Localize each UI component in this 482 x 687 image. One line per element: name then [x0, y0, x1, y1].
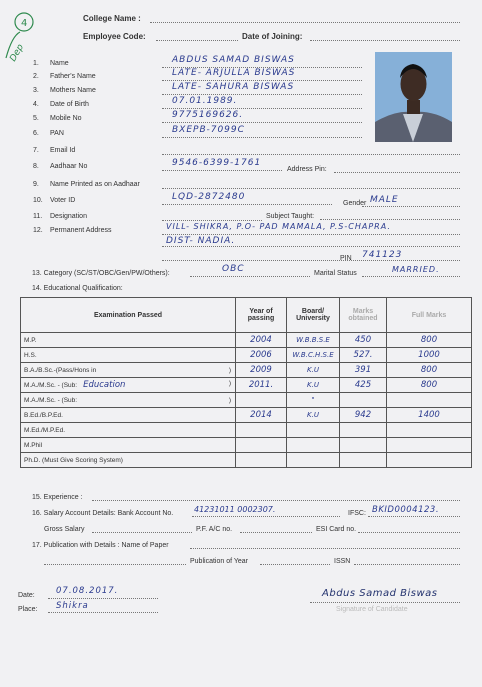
exam-name: H.S.	[24, 351, 37, 359]
field-line	[162, 188, 460, 189]
marks-cell: 425	[340, 378, 387, 393]
date-value: 07.08.2017.	[56, 586, 119, 596]
field-number: 8.	[33, 163, 39, 170]
issn-label: ISSN	[334, 558, 351, 565]
year-cell: 2006	[236, 348, 287, 363]
esi-line	[358, 532, 460, 533]
field-value: 9546-6399-1761	[172, 158, 262, 168]
salary-label: 16. Salary Account Details: Bank Account No.	[32, 510, 174, 517]
pf-label: P.F. A/C no.	[196, 526, 233, 533]
marks-cell	[340, 438, 387, 453]
stamp-text: Dep	[8, 42, 27, 64]
employee-code-label: Employee Code:	[83, 32, 146, 41]
field-label: Voter ID	[50, 197, 76, 204]
exam-subject: Education	[83, 380, 126, 390]
stamp-number: 4	[21, 18, 28, 29]
exam-name: M.P.	[24, 336, 37, 344]
education-row	[21, 393, 472, 408]
education-row	[21, 333, 472, 348]
board-cell: K.U	[287, 378, 340, 393]
exam-close-paren: )	[228, 396, 231, 404]
address-line-2: DIST- NADIA.	[166, 236, 236, 246]
publication-line	[190, 548, 460, 549]
field-label: Email Id	[50, 147, 76, 154]
marks-cell: 942	[340, 408, 387, 423]
field-line	[162, 154, 460, 155]
marks-cell: 450	[340, 333, 387, 348]
account-number: 41231011 0002307.	[194, 505, 276, 514]
exam-cell	[21, 393, 236, 408]
field-value: ABDUS SAMAD BISWAS	[172, 55, 295, 65]
field-label: Aadhaar No	[50, 163, 88, 170]
experience-line	[92, 500, 460, 501]
address-line-3-underline	[162, 260, 460, 261]
year-cell: 2014	[236, 408, 287, 423]
field-label: Mobile No	[50, 115, 82, 122]
marks-cell: 391	[340, 363, 387, 378]
candidate-photo	[375, 52, 452, 142]
category-line	[190, 276, 310, 277]
field-value: BXEPB-7099C	[172, 125, 245, 135]
field-line	[162, 204, 332, 205]
exam-cell	[21, 438, 236, 453]
exam-cell	[21, 363, 236, 378]
year-cell	[236, 423, 287, 438]
field-line	[162, 94, 362, 95]
education-table	[20, 297, 472, 468]
field-value: LATE- SAHURA BISWAS	[172, 82, 295, 92]
esi-label: ESI Card no.	[316, 526, 357, 533]
joining-date-label: Date of Joining:	[242, 32, 303, 41]
ifsc-label: IFSC:	[348, 510, 366, 517]
education-row	[21, 438, 472, 453]
college-name-line	[150, 22, 460, 23]
exam-cell	[21, 453, 236, 468]
category-value: OBC	[222, 264, 245, 274]
education-row	[21, 408, 472, 423]
department-stamp	[2, 6, 48, 66]
field-number: 2.	[33, 73, 39, 80]
year-cell	[236, 438, 287, 453]
education-label: 14. Educational Qualification:	[32, 285, 123, 292]
category-label: 13. Category (SC/ST/OBC/Gen/PW/Others):	[32, 270, 170, 277]
field-number: 12.	[33, 227, 43, 234]
field-value: LATE- ARJULLA BISWAS	[172, 68, 296, 78]
education-row	[21, 378, 472, 393]
board-cell	[287, 438, 340, 453]
header-year: Year of passing	[236, 298, 287, 333]
exam-cell	[21, 378, 236, 393]
marks-cell	[340, 393, 387, 408]
exam-close-paren: )	[228, 366, 231, 374]
signature-line	[310, 602, 460, 603]
marital-status-line	[362, 276, 460, 277]
place-label: Place:	[18, 606, 38, 613]
exam-cell	[21, 348, 236, 363]
field-line	[162, 170, 282, 171]
address-line-2-underline	[162, 246, 460, 247]
publication-year-label: Publication of Year	[190, 558, 248, 565]
year-cell	[236, 453, 287, 468]
header-marks: Marks obtained	[340, 298, 387, 333]
field-number: 7.	[33, 147, 39, 154]
field-number: 3.	[33, 87, 39, 94]
field-value: 9775169626.	[172, 110, 244, 120]
education-row	[21, 363, 472, 378]
date-line	[48, 598, 158, 599]
field-value: 07.01.1989.	[172, 96, 238, 106]
pin-label: PIN	[340, 255, 352, 262]
field-label: Date of Birth	[50, 101, 89, 108]
marks-cell	[340, 423, 387, 438]
field-label: Name Printed as on Aadhaar	[50, 181, 140, 188]
education-row	[21, 423, 472, 438]
employee-code-line	[156, 40, 238, 41]
ifsc-value: BKID0004123.	[372, 505, 440, 515]
field-number: 9.	[33, 181, 39, 188]
field-line	[162, 122, 362, 123]
board-cell: "	[287, 393, 340, 408]
joining-date-line	[310, 40, 460, 41]
field-value: VILL- SHIKRA, P.O- PAD MAMALA, P.S-CHAPRA.	[166, 222, 391, 231]
field-line	[162, 108, 362, 109]
place-line	[48, 612, 158, 613]
exam-name: M.A./M.Sc. - (Sub:	[24, 382, 78, 389]
gender-value: MALE	[370, 195, 399, 205]
signature-label: Signature of Candidate	[336, 606, 408, 613]
full-cell: 1000	[387, 348, 472, 363]
board-cell: W.B.C.H.S.E	[287, 348, 340, 363]
full-cell: 800	[387, 363, 472, 378]
exam-name: Ph.D. (Must Give Scoring System)	[24, 456, 123, 464]
full-cell	[387, 423, 472, 438]
marital-status-value: MARRIED.	[392, 265, 440, 274]
gender-label: Gender	[343, 200, 367, 207]
header-exam: Examination Passed	[21, 298, 236, 333]
marital-status-label: Marital Status	[314, 270, 357, 277]
full-cell	[387, 453, 472, 468]
field-number: 11.	[33, 213, 43, 220]
exam-name: B.Ed./B.P.Ed.	[24, 411, 63, 419]
experience-label: 15. Experience :	[32, 494, 83, 501]
field-line	[162, 220, 262, 221]
field-label: Permanent Address	[50, 227, 112, 234]
address-pin-label: Address Pin:	[287, 166, 327, 173]
board-cell: K.U	[287, 363, 340, 378]
address-pin-line	[334, 172, 460, 173]
full-cell: 800	[387, 333, 472, 348]
candidate-signature: Abdus Samad Biswas	[322, 588, 438, 599]
field-number: 10.	[33, 197, 43, 204]
exam-close-paren: )	[228, 380, 231, 387]
ifsc-line	[368, 516, 460, 517]
field-number: 4.	[33, 101, 39, 108]
publication-year-line	[260, 564, 330, 565]
field-number: 1.	[33, 60, 39, 67]
education-row	[21, 348, 472, 363]
pin-value: 741123	[362, 250, 403, 260]
gross-salary-line	[92, 532, 192, 533]
field-number: 5.	[33, 115, 39, 122]
field-label: PAN	[50, 130, 64, 137]
gender-line	[362, 206, 460, 207]
year-cell: 2009	[236, 363, 287, 378]
field-value: LQD-2872480	[172, 192, 246, 202]
marks-cell	[340, 453, 387, 468]
college-name-label: College Name :	[83, 14, 141, 23]
subject-taught-label: Subject Taught:	[266, 213, 315, 220]
publication-label: 17. Publication with Details : Name of Paper	[32, 542, 169, 549]
education-row	[21, 453, 472, 468]
gross-salary-label: Gross Salary	[44, 526, 85, 533]
exam-cell	[21, 423, 236, 438]
field-line	[162, 80, 362, 81]
field-label: Name	[50, 60, 69, 67]
year-cell	[236, 393, 287, 408]
year-cell: 2004	[236, 333, 287, 348]
pf-line	[240, 532, 312, 533]
date-label: Date:	[18, 592, 35, 599]
year-cell: 2011.	[236, 378, 287, 393]
exam-name: M.A./M.Sc. - (Sub:	[24, 396, 78, 404]
full-cell	[387, 438, 472, 453]
account-line	[192, 516, 340, 517]
field-line	[162, 137, 362, 138]
subject-taught-line	[320, 219, 460, 220]
issn-line	[354, 564, 460, 565]
exam-name: M.Ed./M.P.Ed.	[24, 426, 66, 434]
full-cell	[387, 393, 472, 408]
exam-name: M.Phil	[24, 441, 43, 449]
board-cell	[287, 423, 340, 438]
board-cell: W.B.B.S.E	[287, 333, 340, 348]
board-cell: K.U	[287, 408, 340, 423]
exam-name: B.A./B.Sc.-(Pass/Hons in	[24, 366, 97, 374]
place-value: Shikra	[56, 601, 89, 611]
exam-cell	[21, 333, 236, 348]
field-line	[162, 234, 460, 235]
field-label: Designation	[50, 213, 87, 220]
marks-cell: 527.	[340, 348, 387, 363]
field-label: Mothers Name	[50, 87, 96, 94]
publication-line-2	[44, 564, 186, 565]
full-cell: 1400	[387, 408, 472, 423]
field-label: Father's Name	[50, 73, 96, 80]
full-cell: 800	[387, 378, 472, 393]
board-cell	[287, 453, 340, 468]
header-full-marks: Full Marks	[387, 298, 472, 333]
field-number: 6.	[33, 130, 39, 137]
header-board: Board/ University	[287, 298, 340, 333]
exam-cell	[21, 408, 236, 423]
